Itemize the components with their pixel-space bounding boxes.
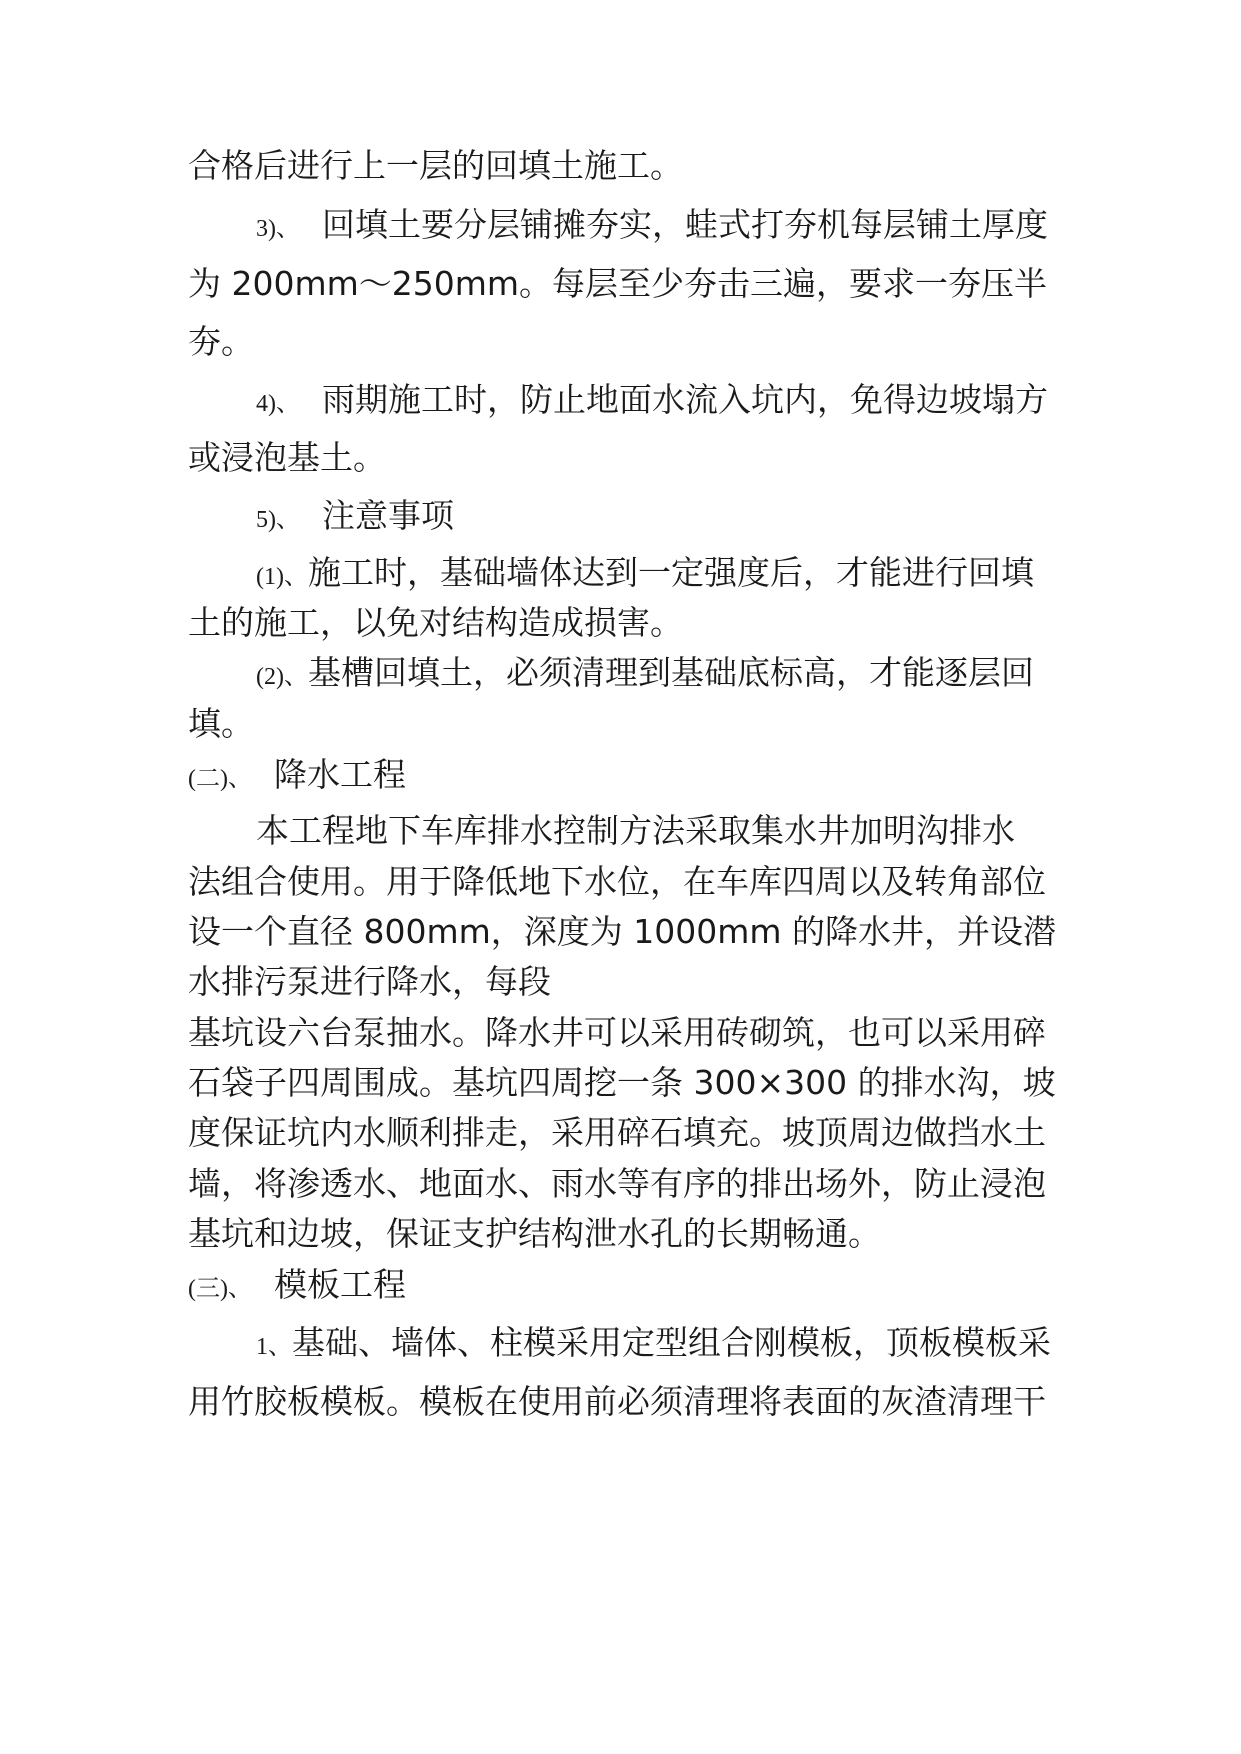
- text-line: 土的施工，以免对结构造成损害。: [188, 603, 683, 642]
- text-line: 法组合使用。用于降低地下水位，在车库四周以及转角部位: [188, 862, 1046, 901]
- text-line: 1、基础、墙体、柱模采用定型组合刚模板，顶板模板采: [256, 1323, 1051, 1362]
- section-heading: (三)、 模板工程: [188, 1265, 406, 1304]
- text-line: 基坑和边坡，保证支护结构泄水孔的长期畅通。: [188, 1214, 881, 1253]
- item-number: 4)、: [256, 391, 300, 417]
- text-line: 填。: [188, 704, 254, 743]
- item-number: 1、: [256, 1334, 292, 1360]
- text-line: 基坑设六台泵抽水。降水井可以采用砖砌筑，也可以采用碎: [188, 1013, 1046, 1052]
- text-line: 夯。: [188, 322, 254, 361]
- text-line: 本工程地下车库排水控制方法采取集水井加明沟排水: [256, 811, 1015, 850]
- text-line: 合格后进行上一层的回填土施工。: [188, 146, 683, 185]
- text-line: 水排污泵进行降水，每段: [188, 962, 551, 1001]
- item-number: (2)、: [256, 664, 308, 690]
- text-line: 3)、 回填土要分层铺摊夯实，蛙式打夯机每层铺土厚度: [256, 205, 1048, 244]
- text-line: (2)、基槽回填土，必须清理到基础底标高，才能逐层回: [256, 653, 1034, 692]
- text-line: 为 200mm～250mm。每层至少夯击三遍，要求一夯压半: [188, 264, 1048, 303]
- text-line: 墙，将渗透水、地面水、雨水等有序的排出场外，防止浸泡: [188, 1164, 1046, 1203]
- text-line: 用竹胶板模板。模板在使用前必须清理将表面的灰渣清理干: [188, 1382, 1046, 1421]
- item-number: 3)、: [256, 216, 300, 242]
- section-heading: (二)、 降水工程: [188, 755, 406, 794]
- text-line: 4)、 雨期施工时，防止地面水流入坑内，免得边坡塌方: [256, 380, 1048, 419]
- text-line: 或浸泡基土。: [188, 438, 386, 477]
- text-line: 5)、 注意事项: [256, 496, 454, 535]
- text-line: 度保证坑内水顺利排走，采用碎石填充。坡顶周边做挡水土: [188, 1113, 1046, 1152]
- text-line: 设一个直径 800mm，深度为 1000mm 的降水井，并设潜: [188, 912, 1057, 951]
- text-line: 石袋子四周围成。基坑四周挖一条 300×300 的排水沟，坡: [188, 1063, 1056, 1102]
- section-number: (二)、: [188, 766, 252, 792]
- text-line: (1)、施工时，基础墙体达到一定强度后，才能进行回填: [256, 553, 1034, 592]
- section-number: (三)、: [188, 1276, 252, 1302]
- item-number: 5)、: [256, 507, 300, 533]
- item-number: (1)、: [256, 564, 308, 590]
